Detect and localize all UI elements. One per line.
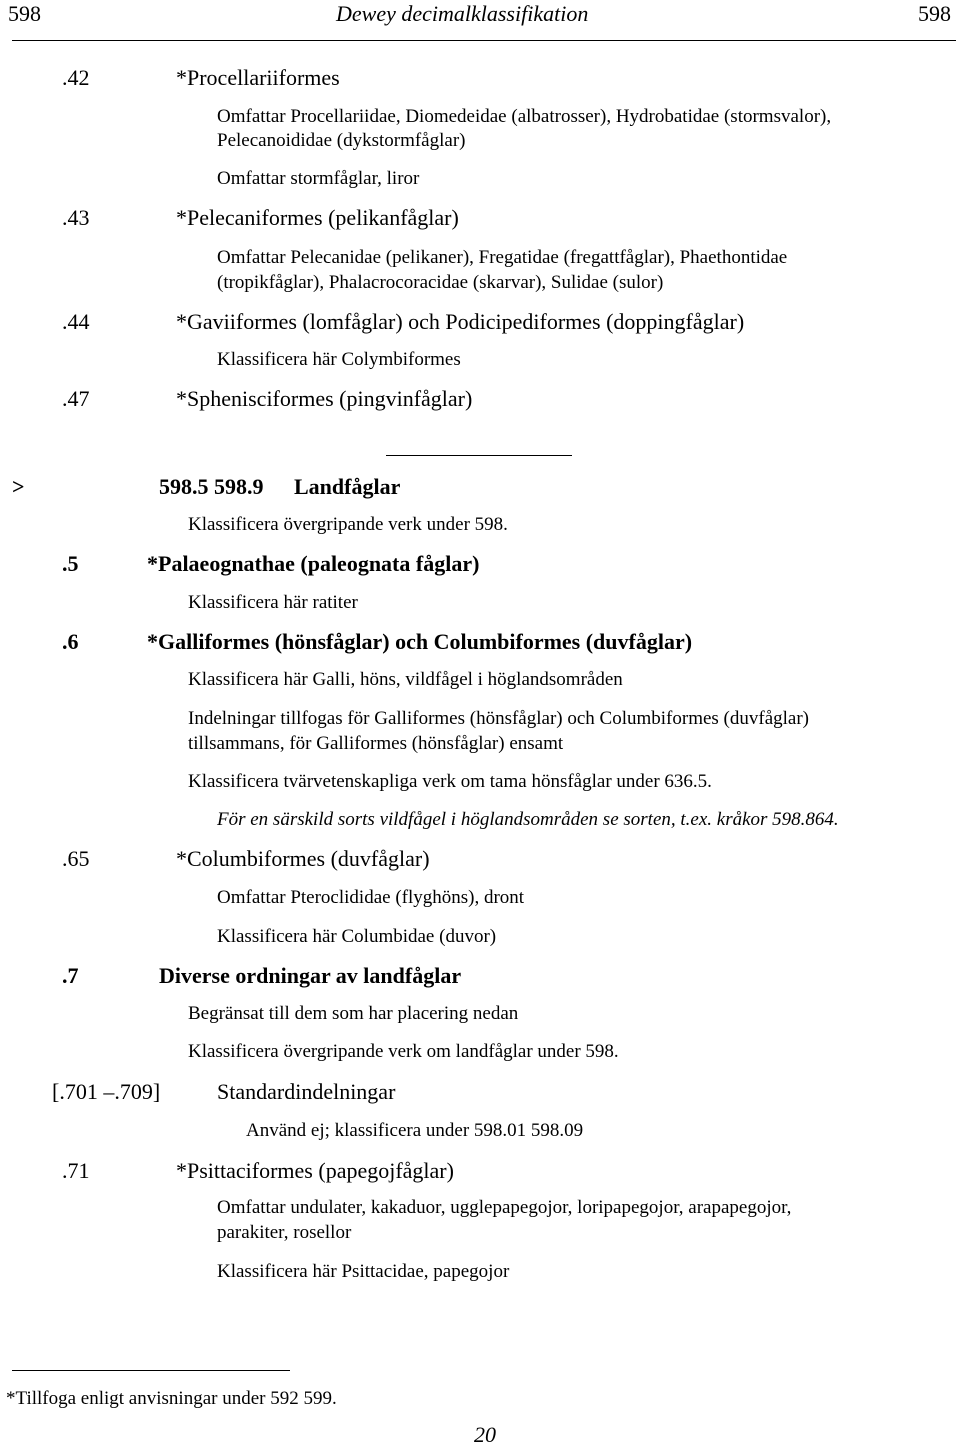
class-number: [.701 –.709] [52, 1079, 161, 1104]
class-heading: *Procellariiformes [176, 65, 340, 90]
class-note: Omfattar Pteroclididae (flyghöns), dront [217, 887, 525, 908]
centered-entry-range: 598.5 598.9 [159, 474, 264, 499]
class-note: Begränsat till dem som har placering nedan [188, 1003, 519, 1024]
class-heading: *Sphenisciformes (pingvinfåglar) [176, 386, 473, 411]
class-number: .71 [62, 1158, 90, 1183]
header-page-number-right: 598 [918, 1, 951, 26]
class-number: .47 [62, 386, 90, 411]
footnote: *Tillfoga enligt anvisningar under 592 599. [6, 1388, 337, 1409]
class-note: parakiter, rosellor [217, 1222, 352, 1243]
centered-entry-heading: Landfåglar [294, 474, 401, 499]
class-note: Omfattar Pelecanidae (pelikaner), Fregatidae (fregattfåglar), Phaethontidae [217, 247, 788, 268]
header-title: Dewey decimalklassifikation [336, 1, 589, 26]
class-number: .43 [62, 205, 90, 230]
class-note: (tropikfåglar), Phalacrocoracidae (skarvar), Sulidae (sulor) [217, 272, 664, 293]
class-number: .7 [62, 963, 79, 988]
class-number: .42 [62, 65, 90, 90]
class-note: Använd ej; klassificera under 598.01 598.09 [246, 1120, 584, 1141]
class-heading: *Palaeognathae (paleognata fåglar) [147, 551, 480, 576]
class-heading: *Columbiformes (duvfåglar) [176, 846, 430, 871]
section-rule [386, 455, 572, 456]
class-note: Klassificera här Galli, höns, vildfågel i höglandsområden [188, 669, 623, 690]
footnote-rule [12, 1370, 290, 1371]
class-note: Klassificera övergripande verk om landfåglar under 598. [188, 1041, 619, 1062]
class-heading: *Gaviiformes (lomfåglar) och Podicipediformes (doppingfåglar) [176, 309, 745, 334]
centered-entry-marker: > [12, 474, 25, 499]
class-note: Indelningar tillfogas för Galliformes (hönsfåglar) och Columbiformes (duvfåglar) [188, 708, 810, 729]
class-heading: *Galliformes (hönsfåglar) och Columbiformes (duvfåglar) [147, 629, 693, 654]
class-number: .5 [62, 551, 79, 576]
class-heading: Diverse ordningar av landfåglar [159, 963, 462, 988]
class-number: .65 [62, 846, 90, 871]
class-note: Klassificera tvärvetenskapliga verk om tama hönsfåglar under 636.5. [188, 771, 712, 792]
class-note: Omfattar stormfåglar, liror [217, 168, 420, 189]
header-rule [12, 40, 956, 41]
class-heading: *Psittaciformes (papegojfåglar) [176, 1158, 454, 1183]
class-note: Pelecanoididae (dykstormfåglar) [217, 130, 466, 151]
class-note: Klassificera här Psittacidae, papegojor [217, 1261, 510, 1282]
class-number: .6 [62, 629, 79, 654]
class-note: Klassificera här Columbidae (duvor) [217, 926, 497, 947]
class-note: Klassificera här ratiter [188, 592, 358, 613]
class-note: Omfattar Procellariidae, Diomedeidae (albatrosser), Hydrobatidae (stormsvalor), [217, 106, 832, 127]
class-note: tillsammans, för Galliformes (hönsfåglar) ensamt [188, 733, 564, 754]
footer-page-number: 20 [474, 1422, 496, 1447]
see-reference: För en särskild sorts vildfågel i höglandsområden se sorten, t.ex. kråkor 598.864. [217, 809, 839, 830]
class-heading: Standardindelningar [217, 1079, 396, 1104]
class-heading: *Pelecaniformes (pelikanfåglar) [176, 205, 459, 230]
header-page-number-left: 598 [8, 1, 41, 26]
class-note: Klassificera här Colymbiformes [217, 349, 461, 370]
class-number: .44 [62, 309, 90, 334]
class-note: Klassificera övergripande verk under 598. [188, 514, 508, 535]
class-note: Omfattar undulater, kakaduor, ugglepapegojor, loripapegojor, arapapegojor, [217, 1197, 792, 1218]
